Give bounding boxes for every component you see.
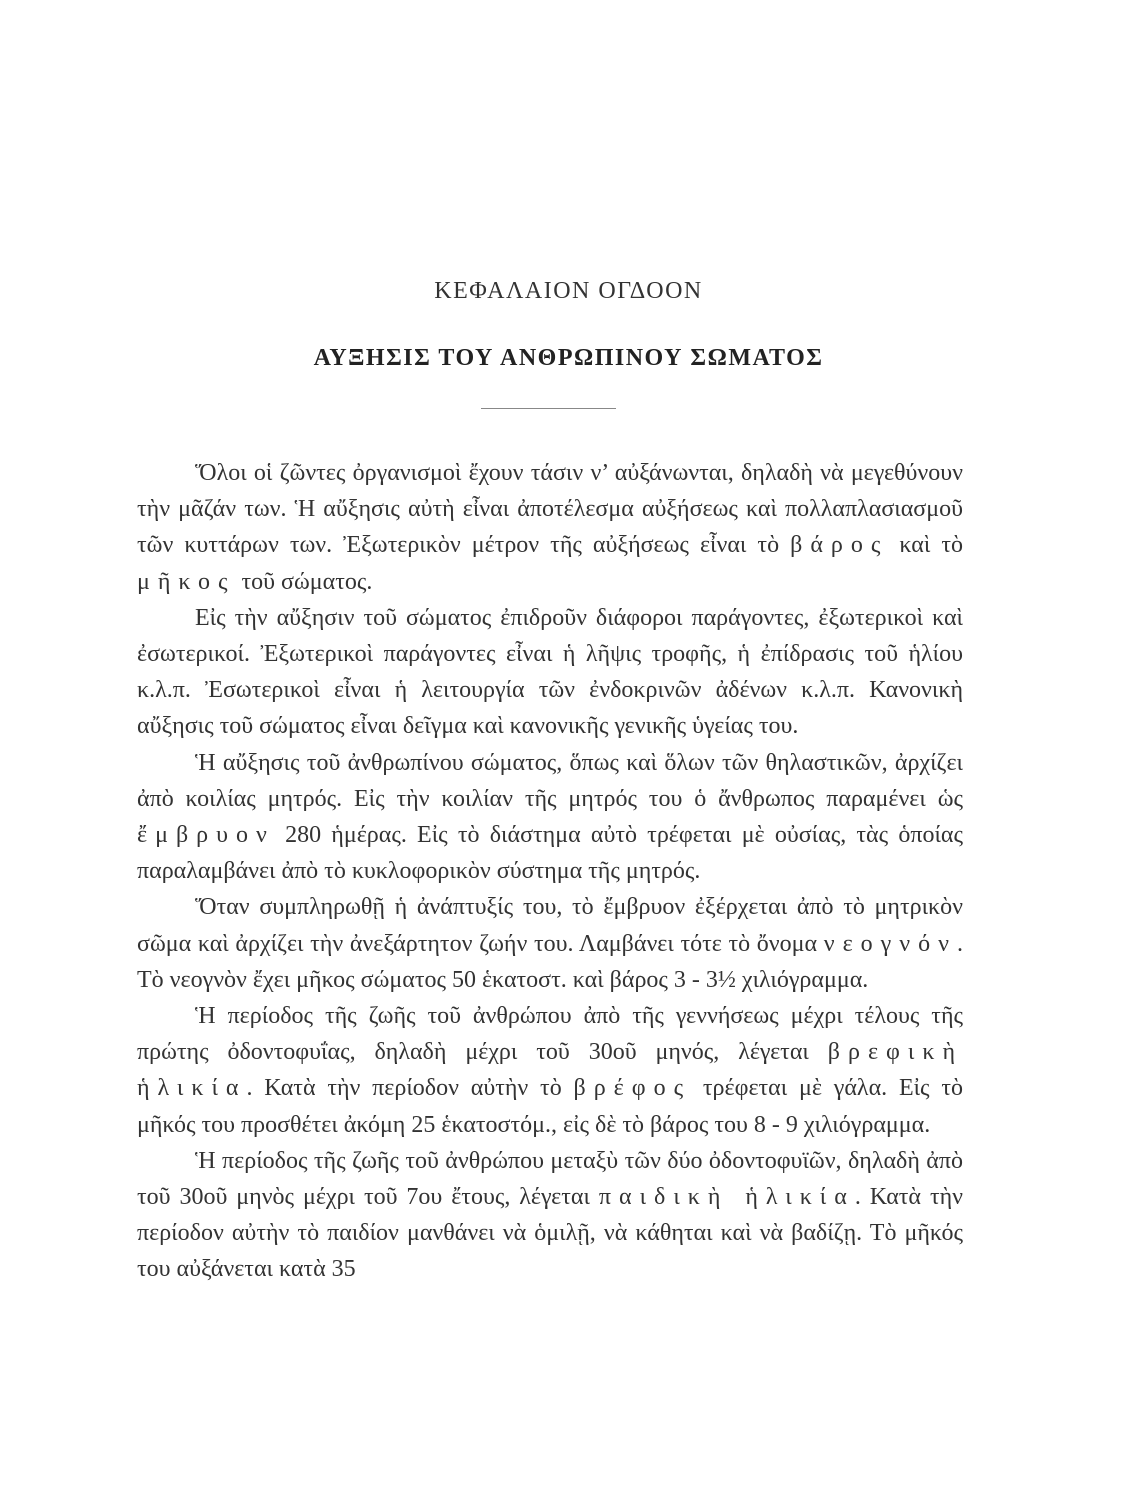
emphasized-term: βρεφικὴ ἡλικία <box>137 1039 963 1102</box>
paragraph-4 <box>137 889 963 998</box>
emphasized-term: παιδικὴ ἡλικία <box>598 1184 855 1211</box>
text-run: Ἡ περίοδος τῆς ζωῆς τοῦ ἀνθρώπου ἀπὸ τῆς γεννήσεως μέχρι τέλους τῆς πρώτης ὀδοντοφυΐας, δηλαδὴ μέχρι τοῦ 30οῦ μηνός, λέγεται <box>137 1003 963 1066</box>
paragraph-1 <box>137 455 963 600</box>
paragraph-5 <box>137 998 963 1143</box>
emphasized-term: βρέφος <box>573 1075 692 1102</box>
emphasized-term: μῆκος <box>137 568 236 595</box>
text-run: Ὅλοι οἱ ζῶντες ὀργανισμοὶ ἔχουν τάσιν ν’ αὐξάνωνται, δηλαδὴ νὰ μεγεθύνουν τὴν μᾶζάν των. Ἡ αὔξησις αὐτὴ εἶναι ἀποτέλεσμα αὐξήσεως καὶ πολλαπλασιασμοῦ τῶν κυττάρων των. Ἐξωτερικὸν μέτρον τῆς αὐξήσεως εἶναι τὸ <box>137 460 963 559</box>
text-run: Ἡ αὔξησις τοῦ ἀνθρωπίνου σώματος, ὅπως καὶ ὅλων τῶν θηλαστικῶν, ἀρχίζει ἀπὸ κοιλίας μητρός. Εἰς τὴν κοιλίαν τῆς μητρός του ὁ ἄνθρωπος παραμένει ὡς <box>137 749 963 812</box>
paragraph-6 <box>137 1143 963 1288</box>
emphasized-term: βάρος <box>790 532 889 559</box>
emphasized-term: ἔμβρυον <box>137 822 275 849</box>
title-divider <box>481 408 616 409</box>
text-run: τοῦ σώματος. <box>235 568 373 595</box>
text-run: καὶ τὸ <box>888 532 963 559</box>
chapter-title: ΑΥΞΗΣΙΣ ΤΟΥ ΑΝΘΡΩΠΙΝΟΥ ΣΩΜΑΤΟΣ <box>313 345 824 371</box>
text-run: Εἰς τὴν αὔξησιν τοῦ σώματος ἐπιδροῦν διάφοροι παράγοντες, ἐξωτερικοὶ καὶ ἐσωτερικοί. Ἐξωτερικοὶ παράγοντες εἶναι ἡ λῆψις τροφῆς, ἡ ἐπίδρασις τοῦ ἡλίου κ.λ.π. Ἐσωτερικοὶ εἶναι ἡ λειτουργία τῶν ἐνδοκρινῶν ἀδένων κ.λ.π. Κανονικὴ αὔξησις τοῦ σώματος εἶναι δεῖγμα καὶ κανονικῆς γενικῆς ὑγείας του. <box>137 604 963 740</box>
emphasized-term: νεογνόν <box>823 930 957 957</box>
text-run: τρέφεται μὲ γάλα. Εἰς τὸ μῆκός του προσθέτει ἀκόμη 25 ἑκατοστόμ., εἰς δὲ τὸ βάρος του 8 - 9 χιλιόγραμμα. <box>137 1075 963 1138</box>
chapter-body <box>137 455 963 1288</box>
paragraph-2 <box>137 600 963 745</box>
text-run: . Κατὰ τὴν περίοδον αὐτὴν τὸ παιδίον μανθάνει νὰ ὁμιλῇ, νὰ κάθηται καὶ νὰ βαδίζῃ. Τὸ μῆκός του αὐξάνεται κατὰ 35 <box>137 1184 963 1283</box>
text-run: Ἡ περίοδος τῆς ζωῆς τοῦ ἀνθρώπου μεταξὺ τῶν δύο ὀδοντοφυϊῶν, δηλαδὴ ἀπὸ τοῦ 30οῦ μηνὸς μέχρι τοῦ 7ου ἔτους, λέγεται <box>137 1147 963 1211</box>
text-run: Ὅταν συμπληρωθῇ ἡ ἀνάπτυξίς του, τὸ ἔμβρυον ἐξέρχεται ἀπὸ τὸ μητρικὸν σῶμα καὶ ἀρχίζει τὴν ἀνεξάρτητον ζωήν του. Λαμβάνει τότε τὸ ὄνομα <box>137 894 963 957</box>
chapter-label: ΚΕΦΑΛΑΙΟΝ ΟΓΔΟΟΝ <box>434 278 703 304</box>
text-run: . Τὸ νεογνὸν ἔχει μῆκος σώματος 50 ἑκατοστ. καὶ βάρος 3 - 3½ χιλιόγραμμα. <box>137 930 963 993</box>
text-run: . Κατὰ τὴν περίοδον αὐτὴν τὸ <box>246 1075 574 1102</box>
paragraph-3 <box>137 745 963 890</box>
text-run: 280 ἡμέρας. Εἰς τὸ διάστημα αὐτὸ τρέφεται μὲ οὐσίας, τὰς ὁποίας παραλαμβάνει ἀπὸ τὸ κυκλοφορικὸν σύστημα τῆς μητρός. <box>137 822 963 885</box>
